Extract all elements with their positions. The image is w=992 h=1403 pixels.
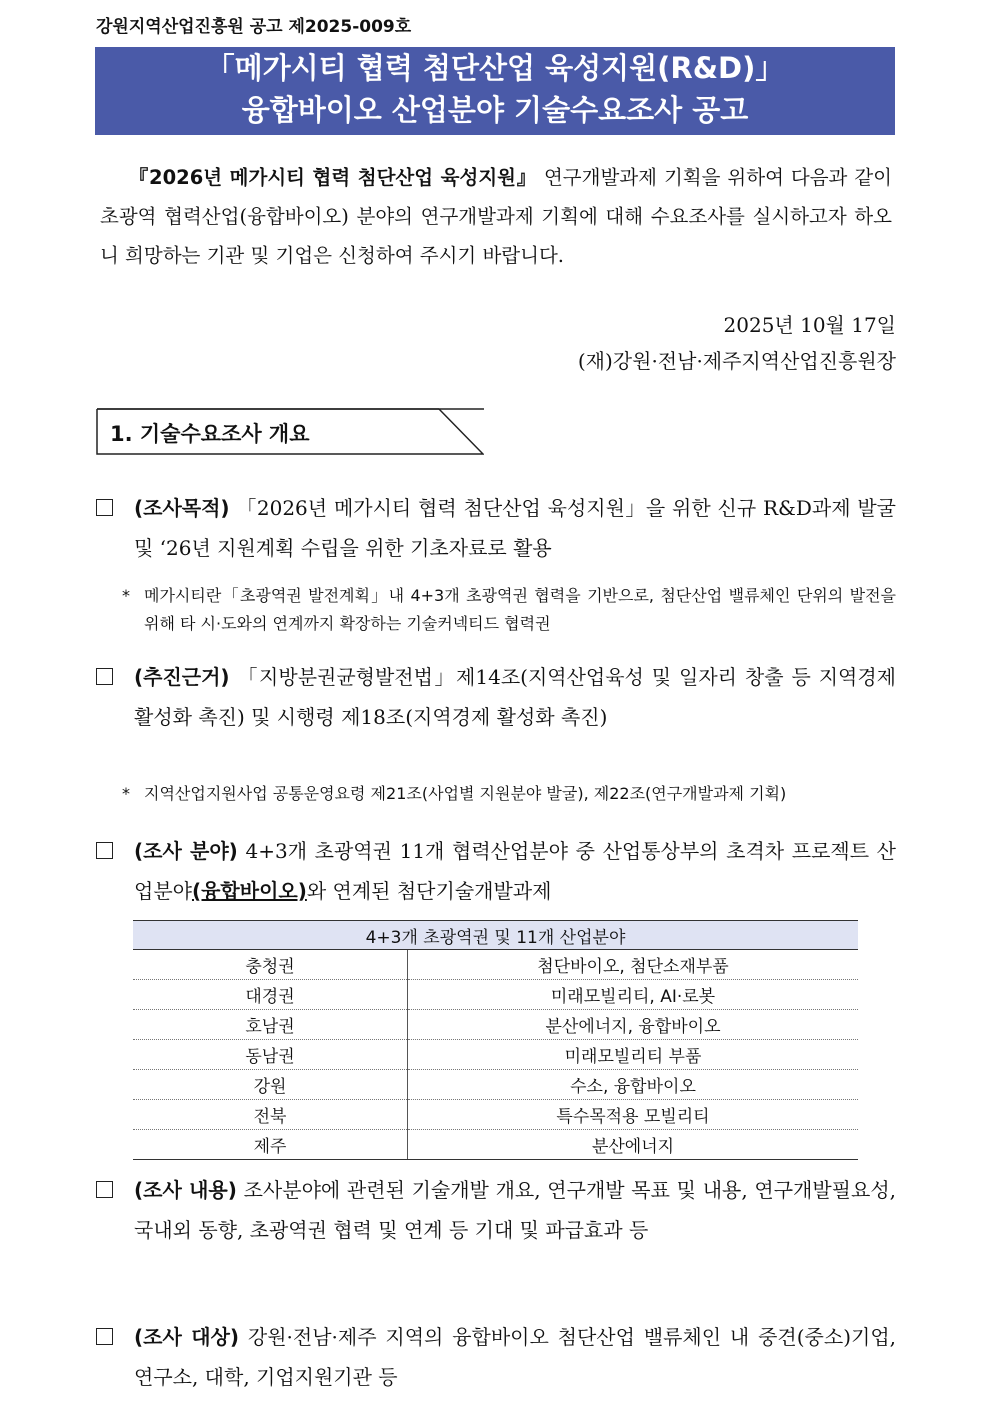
note-megacity-text: 메가시티란「초광역권 발전계획」내 4+3개 초광역권 협력을 기반으로, 첨단산업 밸류체인 단위의 발전을 위해 타 시·도와의 연계까지 확장하는 기술커넥티드 협력권 — [144, 586, 896, 633]
purpose-label: (조사목적) — [134, 496, 230, 520]
note-megacity — [122, 582, 896, 638]
item-purpose — [96, 488, 896, 568]
announcement-date: 2025년 10월 17일 — [723, 313, 896, 337]
basis-label: (추진근거) — [134, 665, 230, 689]
purpose-text: 「2026년 메가시티 협력 첨단산업 육성지원」을 위한 신규 R&D과제 발굴 및 ‘26년 지원계획 수립을 위한 기초자료로 활용 — [134, 496, 896, 560]
item-basis — [96, 657, 896, 737]
region-industry-table — [133, 920, 858, 1160]
notice-number: 강원지역산업진흥원 공고 제2025-009호 — [96, 17, 412, 37]
industry-cell: 미래모빌리티, AI·로봇 — [408, 980, 859, 1010]
industry-cell: 분산에너지, 융합바이오 — [408, 1010, 859, 1040]
industry-cell: 수소, 융합바이오 — [408, 1070, 859, 1100]
asterisk-icon: * — [122, 784, 130, 803]
target-label: (조사 대상) — [134, 1325, 240, 1349]
content-label: (조사 내용) — [134, 1178, 237, 1202]
checkbox-square-icon — [96, 668, 113, 685]
item-field — [96, 831, 896, 911]
industry-cell: 분산에너지 — [408, 1130, 859, 1160]
region-cell: 충청권 — [133, 950, 408, 980]
region-cell: 전북 — [133, 1100, 408, 1130]
industry-cell: 첨단바이오, 첨단소재부품 — [408, 950, 859, 980]
title-line-1: 「메가시티 협력 첨단산업 육성지원(R&D)」 — [205, 51, 785, 85]
section-1-title: 1. 기술수요조사 개요 — [110, 422, 310, 446]
industry-cell: 미래모빌리티 부품 — [408, 1040, 859, 1070]
content-text: 조사분야에 관련된 기술개발 개요, 연구개발 목표 및 내용, 연구개발필요성, 국내외 동향, 초광역권 협력 및 연계 등 기대 및 파급효과 등 — [134, 1178, 897, 1242]
asterisk-icon: * — [122, 586, 130, 605]
target-text: 강원·전남·제주 지역의 융합바이오 첨단산업 밸류체인 내 중견(중소)기업, 연구소, 대학, 기업지원기관 등 — [134, 1325, 896, 1389]
region-cell: 동남권 — [133, 1040, 408, 1070]
table-row — [133, 1130, 858, 1160]
note-basis — [122, 780, 896, 808]
industry-cell: 특수목적용 모빌리티 — [408, 1100, 859, 1130]
region-cell: 대경권 — [133, 980, 408, 1010]
region-cell: 제주 — [133, 1130, 408, 1160]
note-basis-text: 지역산업지원사업 공통운영요령 제21조(사업별 지원분야 발굴), 제22조(연구개발과제 기획) — [144, 784, 787, 803]
section-1-heading — [96, 408, 484, 456]
table-row — [133, 1070, 858, 1100]
field-label: (조사 분야) — [134, 839, 238, 863]
field-highlight: (융합바이오) — [191, 879, 307, 903]
intro-program-name: 『2026년 메가시티 협력 첨단산업 육성지원』 — [128, 166, 538, 189]
table-row — [133, 1010, 858, 1040]
intro-text: 연구개발과제 기획을 위하여 다음과 같이 초광역 협력산업(융합바이오) 분야의 연구개발과제 기획에 대해 수요조사를 실시하고자 하오니 희망하는 기관 및 기업은 신청하여 주시기 바랍니다. — [100, 166, 893, 267]
title-line-2: 융합바이오 산업분야 기술수요조사 공고 — [241, 93, 749, 127]
field-text-before: 4+3개 초광역권 11개 협력산업분야 중 산업통상부의 초격차 프로젝트 산업분야 — [134, 839, 897, 903]
title-banner — [95, 47, 895, 135]
checkbox-square-icon — [96, 1328, 113, 1345]
table-row — [133, 980, 858, 1010]
table-row — [133, 1040, 858, 1070]
intro-paragraph — [100, 158, 892, 275]
checkbox-square-icon — [96, 1181, 113, 1198]
region-cell: 호남권 — [133, 1010, 408, 1040]
checkbox-square-icon — [96, 842, 113, 859]
item-target — [96, 1317, 896, 1397]
region-cell: 강원 — [133, 1070, 408, 1100]
field-text-after: 와 연계된 첨단기술개발과제 — [306, 879, 552, 903]
table-header: 4+3개 초광역권 및 11개 산업분야 — [133, 921, 858, 950]
item-content — [96, 1170, 896, 1250]
table-row — [133, 1100, 858, 1130]
issuer-name: (재)강원·전남·제주지역산업진흥원장 — [577, 349, 896, 373]
basis-text: 「지방분권균형발전법」제14조(지역산업육성 및 일자리 창출 등 지역경제 활성화 촉진) 및 시행령 제18조(지역경제 활성화 촉진) — [134, 665, 896, 729]
checkbox-square-icon — [96, 499, 113, 516]
table-row — [133, 950, 858, 980]
